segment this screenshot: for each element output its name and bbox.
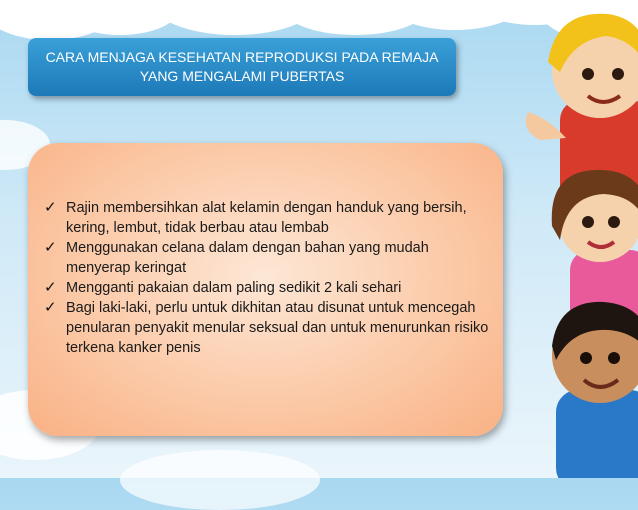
slide-title-box (28, 38, 456, 96)
boy-figure-bottom (552, 302, 638, 478)
list-item-text: Bagi laki-laki, perlu untuk dikhitan atau disunat untuk mencegah penularan penyakit menular seksual dan untuk menurunkan risiko terkena kanker penis (66, 300, 489, 356)
list-item-text: Rajin membersihkan alat kelamin dengan handuk yang bersih, kering, lembut, tidak berbau atau lembab (66, 200, 467, 236)
list-item-text: Menggunakan celana dalam dengan bahan yang mudah menyerap keringat (66, 240, 429, 276)
list-item (42, 298, 497, 358)
list-item (42, 198, 497, 238)
list-item-text: Mengganti pakaian dalam paling sedikit 2 kali sehari (66, 280, 402, 296)
list-item (42, 278, 497, 298)
list-item (42, 238, 497, 278)
check-icon: ✓ (44, 239, 57, 256)
check-icon: ✓ (44, 199, 57, 216)
check-icon: ✓ (44, 279, 57, 296)
check-icon: ✓ (44, 299, 57, 316)
slide-title: CARA MENJAGA KESEHATAN REPRODUKSI PADA REMAJA YANG MENGALAMI PUBERTAS (45, 49, 439, 84)
bullet-list (42, 198, 497, 358)
content-panel (28, 143, 503, 436)
